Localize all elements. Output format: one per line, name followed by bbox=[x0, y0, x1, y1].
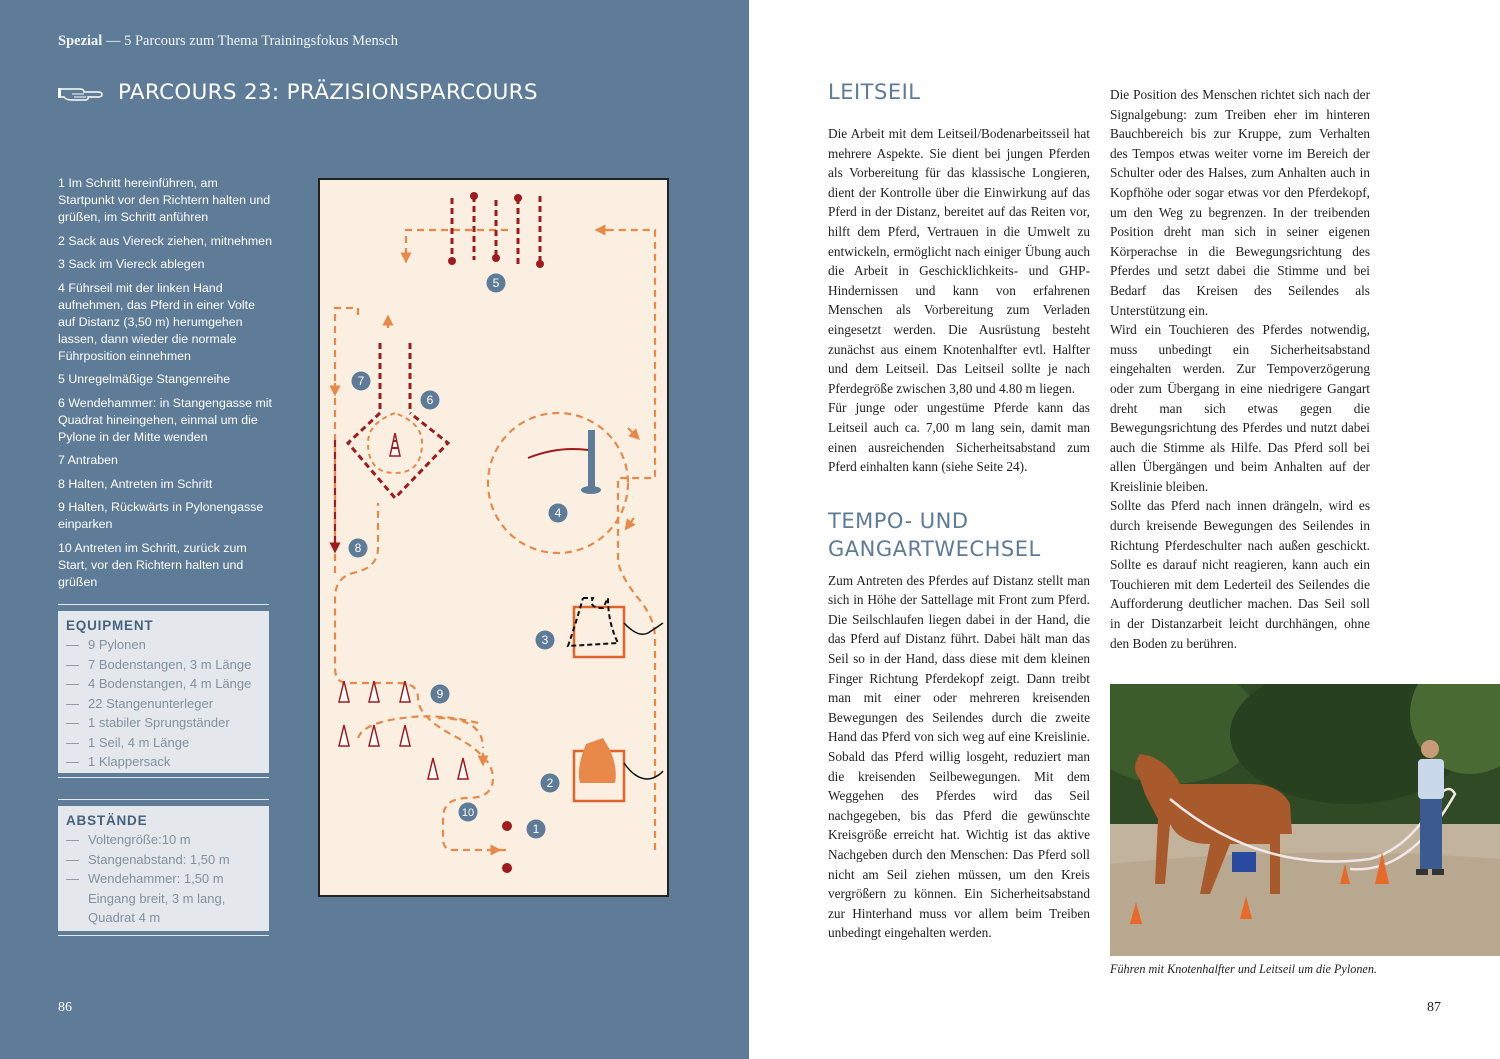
pointing-hand-icon bbox=[58, 83, 104, 103]
step-item: 2 Sack aus Viereck ziehen, mitnehmen bbox=[58, 233, 272, 248]
svg-text:8: 8 bbox=[354, 541, 362, 555]
equipment-item: — 1 Klappersack bbox=[66, 752, 265, 772]
text-column-1 bbox=[828, 78, 1090, 943]
svg-text:10: 10 bbox=[461, 807, 475, 819]
marker-7 bbox=[352, 372, 371, 391]
step-item: 9 Halten, Rückwärts in Pylonengasse einparken bbox=[58, 500, 264, 531]
section-heading-leitseil: LEITSEIL bbox=[828, 80, 921, 104]
running-head bbox=[58, 33, 398, 50]
svg-text:2: 2 bbox=[546, 776, 554, 790]
svg-text:6: 6 bbox=[426, 393, 434, 407]
svg-text:7: 7 bbox=[357, 374, 365, 388]
paragraph: Sollte das Pferd nach innen drängeln, wird es durch kreisende Bewegungen des Seilendes in Richtung Pferdeschulter nach außen geschickt. Sollte es darauf nicht reagieren, kann auch ein Touchieren mit dem Lederteil des Seilendes die Aufforderung deutlicher machen. Das Seil soll in der Distanzarbeit leicht durchhängen, ohne den Boden zu berühren. bbox=[1110, 498, 1370, 651]
marker-4 bbox=[549, 504, 568, 523]
person bbox=[1416, 740, 1444, 875]
marker-9 bbox=[431, 685, 450, 704]
svg-text:4: 4 bbox=[554, 506, 562, 520]
equipment-item: — 1 stabiler Sprungständer bbox=[66, 713, 265, 733]
marker-6 bbox=[421, 391, 440, 410]
step-item: 8 Halten, Antreten im Schritt bbox=[58, 476, 213, 491]
marker-10 bbox=[459, 803, 478, 822]
step-item: 3 Sack im Viereck ablegen bbox=[58, 257, 205, 271]
step-item: 7 Antraben bbox=[58, 453, 118, 467]
equipment-item: — 22 Stangenunterleger bbox=[66, 694, 265, 714]
svg-text:3: 3 bbox=[541, 633, 549, 647]
photo-caption: Führen mit Knotenhalfter und Leitseil um die Pylonen. bbox=[1110, 962, 1377, 976]
equipment-list bbox=[58, 635, 269, 772]
running-head-section: Spezial bbox=[58, 33, 103, 49]
running-head-separator: — bbox=[102, 33, 125, 49]
svg-text:5: 5 bbox=[492, 276, 500, 290]
step-item: 1 Im Schritt hereinführen, am Startpunkt vor den Richtern halten und grüßen, im Schritt anführen bbox=[58, 176, 271, 224]
photo-horse-leading bbox=[1110, 684, 1500, 956]
marker-3 bbox=[536, 631, 555, 650]
text-column-2 bbox=[1110, 85, 1370, 653]
distances-list bbox=[58, 830, 269, 928]
marker-5 bbox=[487, 274, 506, 293]
paragraph: Die Arbeit mit dem Leitseil/Bodenarbeitsseil hat mehrere Aspekte. Sie dient bei jungen Pferden als Vorbereitung für das klassische Longieren, dient der Kontrolle über die Einwirkung auf das Pferd in der Distanz, bereitet auf das Reiten vor, hilft dem Pferd, Vertrauen in die Umwelt zu entwickeln, ermöglicht nach einiger Übung auch die Arbeit in Geschicklichkeits- und GHP-Hindernissen und kann von erfahrenen Menschen als Vorbereitung zum Verladen eingesetzt werden. Die Ausrüstung besteht zunächst aus einem Knotenhalfter evtl. Halfter und dem Leitseil. Das Leitseil sollte je nach Pferdegröße zwischen 3,80 und 4.80 m liegen. bbox=[828, 126, 1090, 396]
distance-item: — Stangenabstand: 1,50 m bbox=[66, 850, 265, 870]
svg-text:1: 1 bbox=[532, 822, 540, 836]
equipment-box bbox=[58, 611, 269, 773]
equipment-item: — 4 Bodenstangen, 4 m Länge bbox=[66, 674, 265, 694]
svg-text:9: 9 bbox=[436, 687, 444, 701]
step-item: 6 Wendehammer: in Stangengasse mit Quadrat hineingehen, einmal um die Pylone in der Mitte wenden bbox=[58, 395, 272, 444]
paragraph: Die Position des Menschen richtet sich nach der Signalgebung: zum Treiben eher im hinteren Bauchbereich bis zur Kruppe, zum Verhalten des Tempos etwas weiter vorne im Bereich der Schulter oder des Halses, zum Anhalten auch in Kopfhöhe oder sogar etwas vor den Pferdekopf, um den Weg zu begrenzen. In der treibenden Position dreht man sich in seiner eigenen Körperachse in die Bewegungsrichtung des Pferdes und setzt dabei die Stimme und bei Bedarf das Kreisen des Seilendes als Unterstützung ein. bbox=[1110, 87, 1370, 318]
step-item: 5 Unregelmäßige Stangenreihe bbox=[58, 372, 231, 386]
paragraph: Für junge oder ungestüme Pferde kann das Leitseil auch ca. 7,00 m lang sein, damit man einen ausreichenden Sicherheitsabstand zum Pferd einhalten kann (siehe Seite 24). bbox=[828, 400, 1090, 475]
distance-item: — Wendehammer: 1,50 m Eingang breit, 3 m lang, Quadrat 4 m bbox=[66, 869, 265, 928]
paragraph: Wird ein Touchieren des Pferdes notwendig, muss unbedingt ein Sicherheitsabstand eingehalten werden. Zur Tempoverzögerung oder zum Übergang in eine niedrigere Gangart dreht man sich etwas gegen die Bewegungsrichtung des Pferdes und nutzt dabei auch die Stimme als Hilfe. Das Pferd soll bei allen Übergängen und beim Anhalten auf der Kreislinie bleiben. bbox=[1110, 322, 1370, 494]
equipment-heading: EQUIPMENT bbox=[66, 618, 154, 633]
equipment-item: — 7 Bodenstangen, 3 m Länge bbox=[66, 655, 265, 675]
marker-2 bbox=[541, 774, 560, 793]
distances-heading: ABSTÄNDE bbox=[66, 813, 148, 828]
section-heading-tempo bbox=[828, 507, 1090, 563]
title-row bbox=[58, 80, 538, 105]
step-item: 4 Führseil mit der linken Hand aufnehmen, das Pferd in einer Volte auf Distanz (3,50 m) herumgehen lassen, dann wieder die normale Führposition einnehmen bbox=[58, 280, 256, 363]
distance-item: — Voltengröße:10 m bbox=[66, 830, 265, 850]
equipment-item: — 9 Pylonen bbox=[66, 635, 265, 655]
heading-line: TEMPO- UND bbox=[828, 508, 969, 533]
left-page bbox=[0, 0, 749, 1059]
marker-1 bbox=[527, 820, 546, 839]
step-item: 10 Antreten im Schritt, zurück zum Start, vor den Richtern halten und grüßen bbox=[58, 540, 247, 589]
equipment-item: — 1 Seil, 4 m Länge bbox=[66, 733, 265, 753]
page-number-left: 86 bbox=[58, 1000, 72, 1015]
step-list bbox=[58, 175, 273, 597]
course-diagram bbox=[318, 178, 670, 898]
distances-box bbox=[58, 806, 269, 931]
pole-wrap bbox=[1232, 852, 1256, 872]
running-head-subtitle: 5 Parcours zum Thema Trainingsfokus Mensch bbox=[124, 33, 399, 49]
paragraph: Zum Antreten des Pferdes auf Distanz stellt man sich in Höhe der Sattellage mit Front zum Pferd. Die Seilschlaufen liegen dabei in der Hand, die das Pferd auf Distanz führt. Dabei hält man das Seil so in der Hand, dass diese mit dem kleinen Finger Richtung Pferdekopf zeigt. Dann treibt man mit einer oder mehreren kreisenden Bewegungen des Seilendes durch die zweite Hand das Pferd von sich weg auf eine Kreislinie. Sobald das Pferd willig losgeht, reduziert man die kreisenden Seilbewegungen. Mit dem Weggehen des Pferdes wird das Seil nachgegeben, bis das Pferd die gewünschte Kreisgröße erreicht hat. Wichtig ist das aktive Nachgeben durch den Menschen: Das Pferd soll nicht am Seil ziehen müssen, um den Kreis vergrößern zu können. Ein Sicherheitsabstand zur Hinterhand muss vor allem beim Treiben unbedingt eingehalten werden. bbox=[828, 572, 1090, 941]
marker-8 bbox=[349, 539, 368, 558]
page-title: PARCOURS 23: PRÄZISIONSPARCOURS bbox=[118, 80, 538, 105]
heading-line: GANGARTWECHSEL bbox=[828, 536, 1041, 561]
page-number-right: 87 bbox=[1427, 1000, 1441, 1015]
